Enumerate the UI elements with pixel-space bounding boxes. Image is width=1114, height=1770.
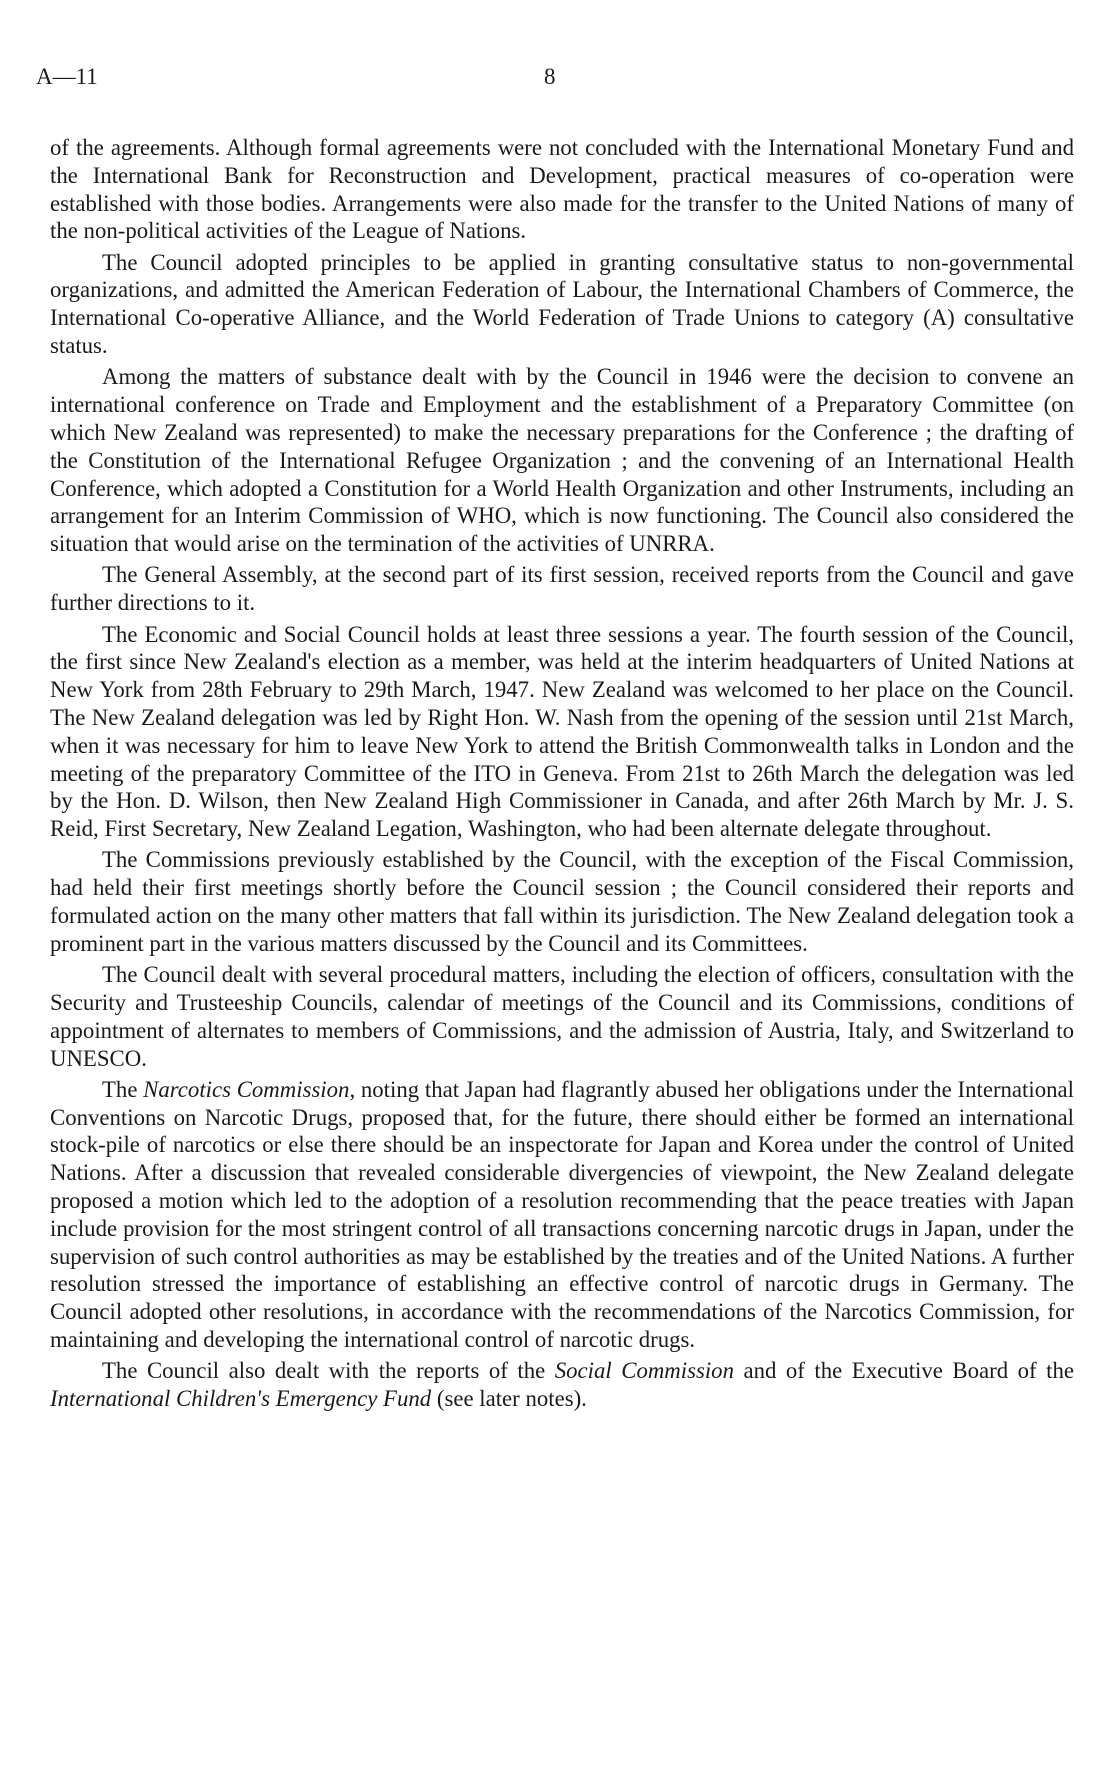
social-pre: The Council also dealt with the reports of the xyxy=(102,1358,555,1384)
page-header xyxy=(36,64,1072,98)
paragraph-procedural-matters: The Council dealt with several procedural matters, including the election of officers, consultation with the Security and Trusteeship Councils, calendar of meetings of the Council and its Commissions, conditions of appointment of alternates to members of Commissions, and the admission of Austria, Italy, and Switzerland to UNESCO. xyxy=(50,962,1074,1071)
paragraph-commissions: The Commissions previously established by the Council, with the exception of the Fiscal Commission, had held their first meetings shortly before the Council session ; the Council considered their reports and formulated action on the many other matters that fall within its jurisdiction. The New Zealand delegation took a prominent part in the various matters discussed by the Council and its Committees. xyxy=(50,847,1074,956)
social-post: (see later notes). xyxy=(431,1386,587,1412)
paragraph-consultative-status: The Council adopted principles to be applied in granting consultative status to non-governmental organizations, and admitted the American Federation of Labour, the International Chambers of Commerce, the International Co-operative Alliance, and the World Federation of Trade Unions to category (A) consultative status. xyxy=(50,249,1074,359)
narcotics-commission-title: Narcotics Commission, xyxy=(143,1076,356,1102)
narcotics-post: noting that Japan had flagrantly abused her obligations under the International Conventions on Narcotic Drugs, proposed that, for the future, there should either be formed an international stock-pile of narcotics or else there should be an inspectorate for Japan and Korea under the control of United Nations. After a discussion that revealed considerable divergencies of viewpoint, the New Zealand delegate proposed a motion which led to the adoption of a resolution recommending that the peace treaties with Japan include provision for the most stringent control of all transactions concerning narcotic drugs in Japan, under the supervision of such control authorities as may be established by the treaties and of the United Nations. A further resolution stressed the importance of establishing an effective control of narcotic drugs in Germany. The Council adopted other resolutions, in accordance with the recommendations of the Narcotics Commission, for maintaining and developing the international control of narcotic drugs. xyxy=(50,1076,1074,1352)
childrens-fund-title: International Children's Emergency Fund xyxy=(50,1386,432,1412)
page-number: 8 xyxy=(544,64,556,89)
document-reference: A—11 xyxy=(36,64,98,89)
social-commission-title: Social Commission xyxy=(554,1358,734,1384)
paragraph-matters-of-substance: Among the matters of substance dealt with by the Council in 1946 were the decision to convene an international conference on Trade and Employment and the establishment of a Preparatory Committee (on which New Zealand was represented) to make the necessary preparations for the Conference ; the drafting of the Constitution of the International Refugee Organization ; and the convening of an International Health Conference, which adopted a Constitution for a World Health Organization and other Instruments, including an arrangement for an Interim Commission of WHO, which is now functioning. The Council also considered the situation that would arise on the termination of the activities of UNRRA. xyxy=(50,364,1074,557)
paragraph-social-commission xyxy=(50,1357,1074,1413)
social-mid: and of the Executive Board of the xyxy=(733,1358,1074,1384)
narcotics-pre: The xyxy=(102,1076,144,1102)
body-text xyxy=(50,134,1074,1416)
paragraph-narcotics-commission xyxy=(50,1076,1074,1354)
paragraph-agreements: of the agreements. Although formal agreements were not concluded with the International Monetary Fund and the International Bank for Reconstruction and Development, practical measures of co-operation were established with those bodies. Arrangements were also made for the transfer to the United Nations of many of the non-political activities of the League of Nations. xyxy=(50,135,1074,244)
paragraph-general-assembly: The General Assembly, at the second part of its first session, received reports from the Council and gave further directions to it. xyxy=(50,562,1074,616)
paragraph-fourth-session: The Economic and Social Council holds at least three sessions a year. The fourth session of the Council, the first since New Zealand's election as a member, was held at the interim headquarters of United Nations at New York from 28th February to 29th March, 1947. New Zealand was welcomed to her place on the Council. The New Zealand delegation was led by Right Hon. W. Nash from the opening of the session until 21st March, when it was necessary for him to leave New York to attend the British Commonwealth talks in London and the meeting of the preparatory Committee of the ITO in Geneva. From 21st to 26th March the delegation was led by the Hon. D. Wilson, then New Zealand High Commissioner in Canada, and after 26th March by Mr. J. S. Reid, First Secretary, New Zealand Legation, Washington, who had been alternate delegate throughout. xyxy=(50,621,1074,842)
